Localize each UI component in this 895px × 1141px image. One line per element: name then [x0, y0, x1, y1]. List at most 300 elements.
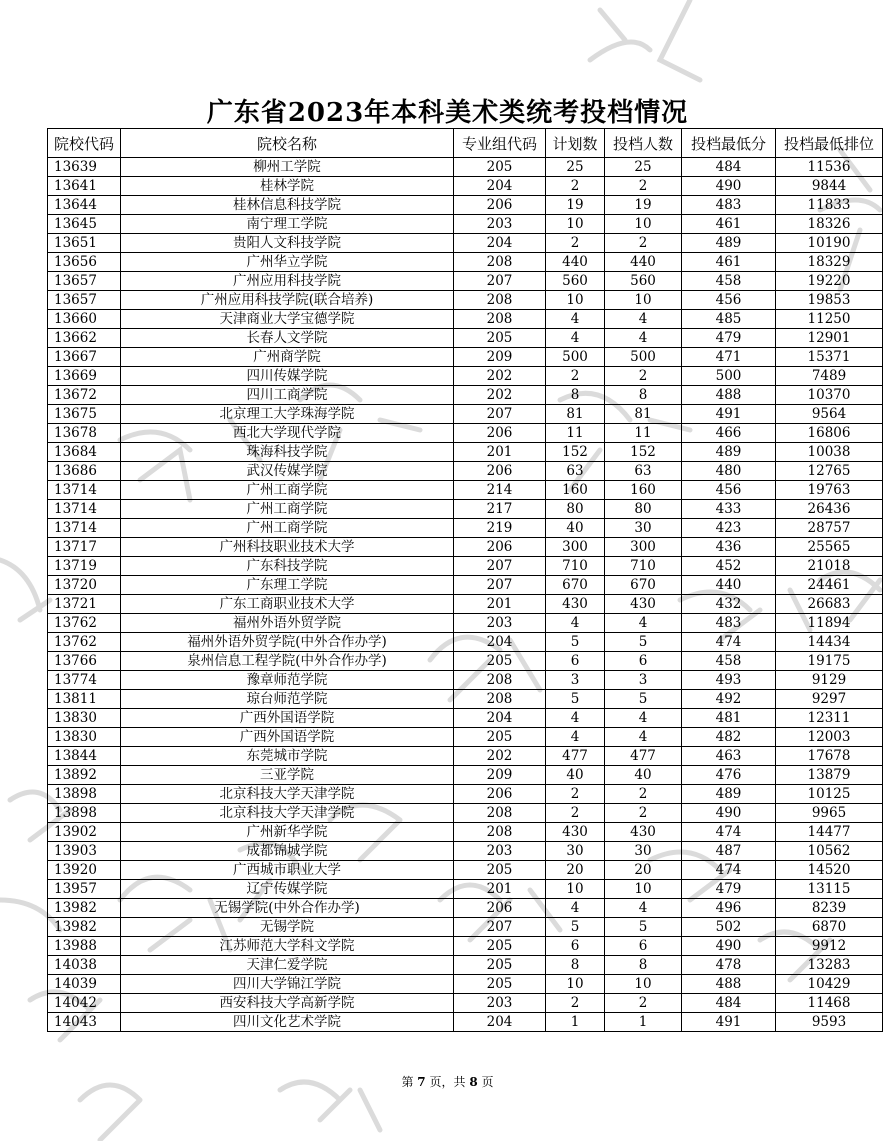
cell-admitted-count: 3 [605, 671, 682, 690]
table-row [48, 880, 883, 899]
cell-admitted-count: 430 [605, 595, 682, 614]
cell-plan-count: 1 [546, 1013, 605, 1032]
cell-min-rank: 26436 [776, 500, 883, 519]
cell-min-score: 461 [682, 253, 776, 272]
cell-min-score: 474 [682, 823, 776, 842]
cell-school-name: 长春人文学院 [121, 329, 454, 348]
cell-school-name: 三亚学院 [121, 766, 454, 785]
cell-min-rank: 14520 [776, 861, 883, 880]
table-row [48, 671, 883, 690]
cell-admitted-count: 30 [605, 519, 682, 538]
cell-group-code: 208 [454, 690, 546, 709]
cell-school-name: 江苏师范大学科文学院 [121, 937, 454, 956]
header-min-rank: 投档最低排位 [776, 129, 883, 158]
cell-min-score: 491 [682, 1013, 776, 1032]
table-header-row [48, 129, 883, 158]
cell-school-code: 14038 [48, 956, 121, 975]
cell-min-score: 479 [682, 880, 776, 899]
cell-group-code: 203 [454, 994, 546, 1013]
cell-school-name: 四川工商学院 [121, 386, 454, 405]
cell-min-score: 496 [682, 899, 776, 918]
cell-min-rank: 19220 [776, 272, 883, 291]
cell-school-name: 广州应用科技学院(联合培养) [121, 291, 454, 310]
cell-admitted-count: 152 [605, 443, 682, 462]
table-row [48, 614, 883, 633]
table-row [48, 766, 883, 785]
cell-school-code: 13714 [48, 500, 121, 519]
cell-plan-count: 10 [546, 215, 605, 234]
cell-school-name: 广州商学院 [121, 348, 454, 367]
cell-school-name: 珠海科技学院 [121, 443, 454, 462]
cell-school-name: 无锡学院(中外合作办学) [121, 899, 454, 918]
cell-plan-count: 8 [546, 386, 605, 405]
cell-school-code: 13641 [48, 177, 121, 196]
cell-min-score: 488 [682, 386, 776, 405]
table-row [48, 348, 883, 367]
cell-school-name: 北京科技大学天津学院 [121, 804, 454, 823]
cell-group-code: 202 [454, 747, 546, 766]
header-group-code: 专业组代码 [454, 129, 546, 158]
table-row [48, 462, 883, 481]
cell-min-score: 471 [682, 348, 776, 367]
cell-min-score: 432 [682, 595, 776, 614]
cell-school-code: 13714 [48, 481, 121, 500]
cell-school-code: 13667 [48, 348, 121, 367]
cell-admitted-count: 10 [605, 880, 682, 899]
cell-school-name: 武汉传媒学院 [121, 462, 454, 481]
cell-admitted-count: 81 [605, 405, 682, 424]
cell-admitted-count: 2 [605, 994, 682, 1013]
cell-school-code: 13656 [48, 253, 121, 272]
cell-school-code: 13719 [48, 557, 121, 576]
cell-group-code: 206 [454, 785, 546, 804]
cell-group-code: 207 [454, 557, 546, 576]
cell-school-code: 13830 [48, 728, 121, 747]
cell-school-name: 四川传媒学院 [121, 367, 454, 386]
cell-plan-count: 4 [546, 614, 605, 633]
cell-admitted-count: 10 [605, 215, 682, 234]
cell-group-code: 207 [454, 405, 546, 424]
cell-min-rank: 9564 [776, 405, 883, 424]
cell-min-rank: 14477 [776, 823, 883, 842]
cell-min-rank: 19853 [776, 291, 883, 310]
cell-school-name: 辽宁传媒学院 [121, 880, 454, 899]
footer-page-number: 7 [417, 1075, 426, 1089]
cell-school-name: 广东科技学院 [121, 557, 454, 576]
footer-total-pages: 8 [469, 1075, 478, 1089]
cell-admitted-count: 10 [605, 975, 682, 994]
cell-school-name: 桂林信息科技学院 [121, 196, 454, 215]
cell-school-name: 广东理工学院 [121, 576, 454, 595]
cell-school-code: 13892 [48, 766, 121, 785]
table-row [48, 937, 883, 956]
cell-min-rank: 15371 [776, 348, 883, 367]
cell-admitted-count: 20 [605, 861, 682, 880]
cell-school-code: 13675 [48, 405, 121, 424]
cell-school-code: 13669 [48, 367, 121, 386]
cell-min-score: 489 [682, 443, 776, 462]
admission-table [47, 128, 883, 1032]
cell-admitted-count: 8 [605, 386, 682, 405]
cell-group-code: 206 [454, 424, 546, 443]
cell-school-code: 13898 [48, 804, 121, 823]
cell-min-rank: 26683 [776, 595, 883, 614]
footer-middle: 页，共 [429, 1075, 466, 1089]
table-row [48, 595, 883, 614]
cell-min-rank: 11250 [776, 310, 883, 329]
footer-prefix: 第 [401, 1075, 414, 1089]
cell-admitted-count: 4 [605, 709, 682, 728]
cell-min-score: 474 [682, 633, 776, 652]
cell-admitted-count: 8 [605, 956, 682, 975]
cell-school-name: 柳州工学院 [121, 158, 454, 177]
cell-school-name: 福州外语外贸学院(中外合作办学) [121, 633, 454, 652]
cell-group-code: 206 [454, 462, 546, 481]
cell-min-score: 478 [682, 956, 776, 975]
cell-school-name: 广州工商学院 [121, 519, 454, 538]
cell-plan-count: 2 [546, 994, 605, 1013]
cell-admitted-count: 2 [605, 804, 682, 823]
table-row [48, 728, 883, 747]
table-row [48, 633, 883, 652]
cell-admitted-count: 160 [605, 481, 682, 500]
cell-admitted-count: 2 [605, 367, 682, 386]
cell-group-code: 209 [454, 766, 546, 785]
cell-min-rank: 11468 [776, 994, 883, 1013]
cell-min-rank: 16806 [776, 424, 883, 443]
cell-school-code: 13684 [48, 443, 121, 462]
cell-min-rank: 10429 [776, 975, 883, 994]
table-row [48, 519, 883, 538]
cell-min-rank: 21018 [776, 557, 883, 576]
cell-min-rank: 7489 [776, 367, 883, 386]
cell-group-code: 205 [454, 329, 546, 348]
cell-min-rank: 28757 [776, 519, 883, 538]
cell-group-code: 204 [454, 709, 546, 728]
cell-plan-count: 500 [546, 348, 605, 367]
cell-school-name: 泉州信息工程学院(中外合作办学) [121, 652, 454, 671]
table-body [48, 158, 883, 1032]
cell-admitted-count: 670 [605, 576, 682, 595]
cell-group-code: 205 [454, 728, 546, 747]
cell-plan-count: 11 [546, 424, 605, 443]
table-row [48, 823, 883, 842]
cell-school-code: 13651 [48, 234, 121, 253]
cell-admitted-count: 80 [605, 500, 682, 519]
header-plan-count: 计划数 [546, 129, 605, 158]
cell-school-name: 广州华立学院 [121, 253, 454, 272]
table-row [48, 557, 883, 576]
cell-plan-count: 8 [546, 956, 605, 975]
cell-plan-count: 477 [546, 747, 605, 766]
cell-min-score: 489 [682, 234, 776, 253]
cell-group-code: 207 [454, 576, 546, 595]
cell-school-code: 13920 [48, 861, 121, 880]
table-row [48, 899, 883, 918]
header-admitted-count: 投档人数 [605, 129, 682, 158]
cell-school-code: 14042 [48, 994, 121, 1013]
cell-admitted-count: 1 [605, 1013, 682, 1032]
cell-min-score: 423 [682, 519, 776, 538]
cell-min-rank: 25565 [776, 538, 883, 557]
cell-min-score: 485 [682, 310, 776, 329]
cell-min-rank: 12311 [776, 709, 883, 728]
cell-min-score: 463 [682, 747, 776, 766]
cell-plan-count: 5 [546, 690, 605, 709]
cell-plan-count: 2 [546, 234, 605, 253]
cell-plan-count: 40 [546, 519, 605, 538]
cell-admitted-count: 6 [605, 652, 682, 671]
cell-min-score: 492 [682, 690, 776, 709]
cell-admitted-count: 710 [605, 557, 682, 576]
cell-admitted-count: 4 [605, 728, 682, 747]
cell-plan-count: 81 [546, 405, 605, 424]
table-row [48, 785, 883, 804]
cell-school-code: 13774 [48, 671, 121, 690]
cell-school-code: 13644 [48, 196, 121, 215]
cell-min-rank: 24461 [776, 576, 883, 595]
cell-group-code: 205 [454, 861, 546, 880]
cell-school-name: 广东工商职业技术大学 [121, 595, 454, 614]
cell-group-code: 209 [454, 348, 546, 367]
cell-school-code: 13766 [48, 652, 121, 671]
cell-plan-count: 4 [546, 329, 605, 348]
cell-school-name: 南宁理工学院 [121, 215, 454, 234]
cell-school-code: 13672 [48, 386, 121, 405]
table-row [48, 481, 883, 500]
cell-min-rank: 10125 [776, 785, 883, 804]
cell-plan-count: 2 [546, 177, 605, 196]
cell-plan-count: 2 [546, 785, 605, 804]
cell-school-name: 广州工商学院 [121, 481, 454, 500]
cell-school-code: 13982 [48, 899, 121, 918]
cell-admitted-count: 5 [605, 690, 682, 709]
table-row [48, 272, 883, 291]
cell-min-score: 456 [682, 291, 776, 310]
cell-school-name: 四川文化艺术学院 [121, 1013, 454, 1032]
cell-admitted-count: 477 [605, 747, 682, 766]
cell-admitted-count: 500 [605, 348, 682, 367]
table-row [48, 367, 883, 386]
cell-admitted-count: 4 [605, 614, 682, 633]
cell-min-score: 482 [682, 728, 776, 747]
cell-school-name: 四川大学锦江学院 [121, 975, 454, 994]
cell-plan-count: 430 [546, 823, 605, 842]
cell-school-name: 广西外国语学院 [121, 728, 454, 747]
cell-school-code: 13903 [48, 842, 121, 861]
cell-min-score: 458 [682, 652, 776, 671]
cell-admitted-count: 10 [605, 291, 682, 310]
cell-min-rank: 9912 [776, 937, 883, 956]
cell-group-code: 206 [454, 196, 546, 215]
cell-min-score: 436 [682, 538, 776, 557]
cell-admitted-count: 430 [605, 823, 682, 842]
cell-min-rank: 14434 [776, 633, 883, 652]
cell-school-code: 13762 [48, 633, 121, 652]
cell-min-rank: 10190 [776, 234, 883, 253]
page-footer [0, 1073, 895, 1090]
cell-plan-count: 10 [546, 291, 605, 310]
cell-group-code: 208 [454, 291, 546, 310]
header-school-code: 院校代码 [48, 129, 121, 158]
cell-group-code: 201 [454, 595, 546, 614]
cell-group-code: 204 [454, 1013, 546, 1032]
table-row [48, 158, 883, 177]
cell-admitted-count: 2 [605, 785, 682, 804]
table-row [48, 215, 883, 234]
cell-school-code: 13762 [48, 614, 121, 633]
cell-plan-count: 5 [546, 633, 605, 652]
cell-group-code: 205 [454, 975, 546, 994]
cell-min-rank: 11536 [776, 158, 883, 177]
cell-school-code: 13657 [48, 291, 121, 310]
cell-group-code: 217 [454, 500, 546, 519]
cell-school-name: 无锡学院 [121, 918, 454, 937]
cell-min-score: 458 [682, 272, 776, 291]
cell-min-rank: 19175 [776, 652, 883, 671]
cell-group-code: 201 [454, 443, 546, 462]
cell-min-score: 479 [682, 329, 776, 348]
cell-group-code: 208 [454, 253, 546, 272]
cell-school-name: 广西外国语学院 [121, 709, 454, 728]
cell-school-code: 13645 [48, 215, 121, 234]
cell-school-code: 13657 [48, 272, 121, 291]
cell-admitted-count: 5 [605, 918, 682, 937]
cell-plan-count: 560 [546, 272, 605, 291]
table-row [48, 291, 883, 310]
cell-min-rank: 10370 [776, 386, 883, 405]
table-row [48, 690, 883, 709]
cell-min-score: 490 [682, 937, 776, 956]
cell-plan-count: 710 [546, 557, 605, 576]
cell-plan-count: 430 [546, 595, 605, 614]
cell-min-score: 466 [682, 424, 776, 443]
table-row [48, 975, 883, 994]
table-row [48, 709, 883, 728]
table-row [48, 538, 883, 557]
cell-min-rank: 13283 [776, 956, 883, 975]
cell-min-rank: 9844 [776, 177, 883, 196]
cell-min-rank: 9965 [776, 804, 883, 823]
cell-group-code: 208 [454, 310, 546, 329]
cell-min-score: 456 [682, 481, 776, 500]
cell-min-score: 493 [682, 671, 776, 690]
cell-plan-count: 5 [546, 918, 605, 937]
cell-school-code: 13686 [48, 462, 121, 481]
cell-min-score: 502 [682, 918, 776, 937]
cell-group-code: 201 [454, 880, 546, 899]
cell-plan-count: 3 [546, 671, 605, 690]
cell-school-name: 广西城市职业大学 [121, 861, 454, 880]
header-min-score: 投档最低分 [682, 129, 776, 158]
cell-admitted-count: 25 [605, 158, 682, 177]
table-row [48, 405, 883, 424]
cell-group-code: 219 [454, 519, 546, 538]
cell-school-name: 广州科技职业技术大学 [121, 538, 454, 557]
cell-school-code: 13830 [48, 709, 121, 728]
cell-min-score: 487 [682, 842, 776, 861]
cell-school-name: 东莞城市学院 [121, 747, 454, 766]
table-row [48, 443, 883, 462]
table-row [48, 747, 883, 766]
cell-plan-count: 40 [546, 766, 605, 785]
cell-group-code: 206 [454, 899, 546, 918]
header-school-name: 院校名称 [121, 129, 454, 158]
cell-school-name: 北京理工大学珠海学院 [121, 405, 454, 424]
table-row [48, 956, 883, 975]
cell-admitted-count: 40 [605, 766, 682, 785]
table-row [48, 234, 883, 253]
table-row [48, 196, 883, 215]
cell-admitted-count: 560 [605, 272, 682, 291]
cell-min-score: 491 [682, 405, 776, 424]
cell-min-score: 481 [682, 709, 776, 728]
cell-plan-count: 300 [546, 538, 605, 557]
cell-school-code: 13662 [48, 329, 121, 348]
cell-plan-count: 4 [546, 899, 605, 918]
cell-school-code: 13660 [48, 310, 121, 329]
cell-school-name: 贵阳人文科技学院 [121, 234, 454, 253]
cell-school-name: 豫章师范学院 [121, 671, 454, 690]
page-title: 广东省2023年本科美术类统考投档情况 [206, 98, 689, 128]
cell-admitted-count: 2 [605, 177, 682, 196]
cell-min-rank: 9129 [776, 671, 883, 690]
cell-plan-count: 4 [546, 728, 605, 747]
cell-min-score: 490 [682, 177, 776, 196]
cell-min-score: 433 [682, 500, 776, 519]
cell-school-name: 琼台师范学院 [121, 690, 454, 709]
cell-group-code: 205 [454, 158, 546, 177]
cell-school-code: 13988 [48, 937, 121, 956]
cell-min-score: 452 [682, 557, 776, 576]
cell-min-rank: 6870 [776, 918, 883, 937]
cell-school-code: 14043 [48, 1013, 121, 1032]
table-row [48, 1013, 883, 1032]
cell-min-rank: 19763 [776, 481, 883, 500]
cell-school-code: 13898 [48, 785, 121, 804]
cell-admitted-count: 30 [605, 842, 682, 861]
cell-school-name: 西安科技大学高新学院 [121, 994, 454, 1013]
cell-min-rank: 10562 [776, 842, 883, 861]
cell-admitted-count: 5 [605, 633, 682, 652]
cell-group-code: 204 [454, 177, 546, 196]
cell-school-code: 13957 [48, 880, 121, 899]
cell-plan-count: 20 [546, 861, 605, 880]
cell-school-code: 13982 [48, 918, 121, 937]
table-row [48, 842, 883, 861]
cell-school-name: 天津商业大学宝德学院 [121, 310, 454, 329]
cell-school-name: 成都锦城学院 [121, 842, 454, 861]
cell-admitted-count: 440 [605, 253, 682, 272]
cell-school-name: 天津仁爱学院 [121, 956, 454, 975]
cell-min-score: 483 [682, 614, 776, 633]
cell-admitted-count: 19 [605, 196, 682, 215]
cell-school-name: 桂林学院 [121, 177, 454, 196]
cell-admitted-count: 4 [605, 899, 682, 918]
cell-min-score: 489 [682, 785, 776, 804]
cell-group-code: 207 [454, 918, 546, 937]
cell-min-rank: 12901 [776, 329, 883, 348]
cell-admitted-count: 4 [605, 310, 682, 329]
cell-plan-count: 10 [546, 975, 605, 994]
cell-min-score: 484 [682, 994, 776, 1013]
cell-plan-count: 2 [546, 804, 605, 823]
table-row [48, 500, 883, 519]
cell-plan-count: 2 [546, 367, 605, 386]
cell-min-score: 484 [682, 158, 776, 177]
cell-group-code: 205 [454, 652, 546, 671]
cell-plan-count: 63 [546, 462, 605, 481]
